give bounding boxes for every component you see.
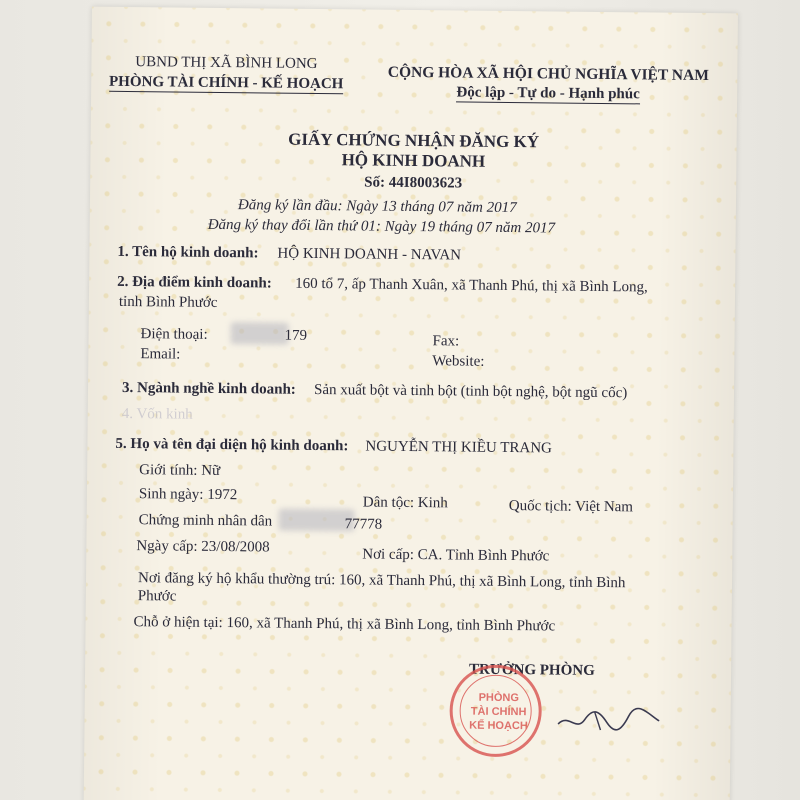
certificate-subtitle: HỘ KINH DOANH	[341, 150, 486, 171]
nation-title: CỘNG HÒA XÃ HỘI CHỦ NGHĨA VIỆT NAM	[387, 63, 709, 85]
phone-label: Điện thoại:	[140, 326, 208, 343]
registered-residence: Nơi đăng ký hộ khẩu thường trú: 160, xã Thanh Phú, thị xã Bình Long, tỉnh Bình	[137, 570, 626, 592]
agency-name: UBND THỊ XÃ BÌNH LONG	[135, 54, 318, 72]
website-label: Website:	[432, 353, 485, 370]
department-name	[91, 73, 361, 94]
id-card-label: Chứng minh nhân dân	[138, 512, 273, 530]
capital-label: 4. Vốn kinh	[121, 405, 193, 423]
current-residence: Chỗ ở hiện tại: 160, xã Thanh Phú, thị xã Bình Long, tỉnh Bình Phước	[133, 614, 556, 635]
business-address-label: 2. Địa điểm kinh doanh:	[117, 273, 272, 292]
business-sector-label: 3. Ngành nghề kinh doanh:	[121, 379, 296, 398]
id-card-value: 77778	[344, 516, 383, 533]
id-issue-place: Nơi cấp: CA. Tỉnh Bình Phước	[362, 546, 550, 565]
representative-name: NGUYỄN THỊ KIỀU TRANG	[365, 438, 553, 457]
ethnicity: Dân tộc: Kinh	[362, 494, 448, 512]
redacted-phone	[230, 322, 288, 345]
official-seal	[449, 664, 542, 757]
nationality: Quốc tịch: Việt Nam	[508, 498, 634, 516]
seal-line-2: TÀI CHÍNH	[470, 705, 527, 719]
business-sector-value: Sản xuất bột và tinh bột (tinh bột nghệ, bột ngũ cốc)	[313, 381, 628, 402]
phone-value: 179	[284, 327, 308, 344]
certificate-title: GIẤY CHỨNG NHẬN ĐĂNG KÝ	[288, 129, 540, 152]
certificate-number: Số: 44I8003623	[364, 174, 463, 192]
business-address-value: 160 tổ 7, ấp Thanh Xuân, xã Thanh Phú, thị xã Bình Long,	[295, 275, 648, 296]
business-name-value: HỘ KINH DOANH - NAVAN	[277, 245, 462, 264]
department-name-text: PHÒNG TÀI CHÍNH - KẾ HOẠCH	[108, 73, 344, 93]
fax-label: Fax:	[432, 333, 460, 350]
seal-line-1: PHÒNG	[478, 691, 520, 705]
signature-scribble	[554, 692, 665, 743]
certificate-paper	[84, 7, 738, 800]
registered-residence-cont: Phước	[137, 588, 177, 605]
first-registration-date: Đăng ký lần đầu: Ngày 13 tháng 07 năm 2017	[237, 197, 517, 217]
gender: Giới tính: Nữ	[139, 462, 221, 479]
nation-motto-text: Độc lập - Tự do - Hạnh phúc	[456, 84, 640, 103]
nation-motto	[353, 82, 743, 104]
business-address-value-cont: tỉnh Bình Phước	[118, 293, 218, 311]
seal-line-3: KẾ HOẠCH	[469, 719, 528, 733]
id-issue-date: Ngày cấp: 23/08/2008	[136, 538, 270, 556]
birth-date: Sinh ngày: 1972	[138, 486, 238, 504]
representative-label: 5. Họ và tên đại diện hộ kinh doanh:	[115, 435, 349, 455]
business-name-label: 1. Tên hộ kinh doanh:	[117, 243, 259, 262]
redacted-id	[279, 509, 355, 532]
signatory-title: TRƯỞNG PHÒNG	[469, 661, 595, 679]
email-label: Email:	[140, 346, 181, 363]
change-registration-date: Đăng ký thay đổi lần thứ 01: Ngày 19 tháng 07 năm 2017	[207, 216, 556, 237]
